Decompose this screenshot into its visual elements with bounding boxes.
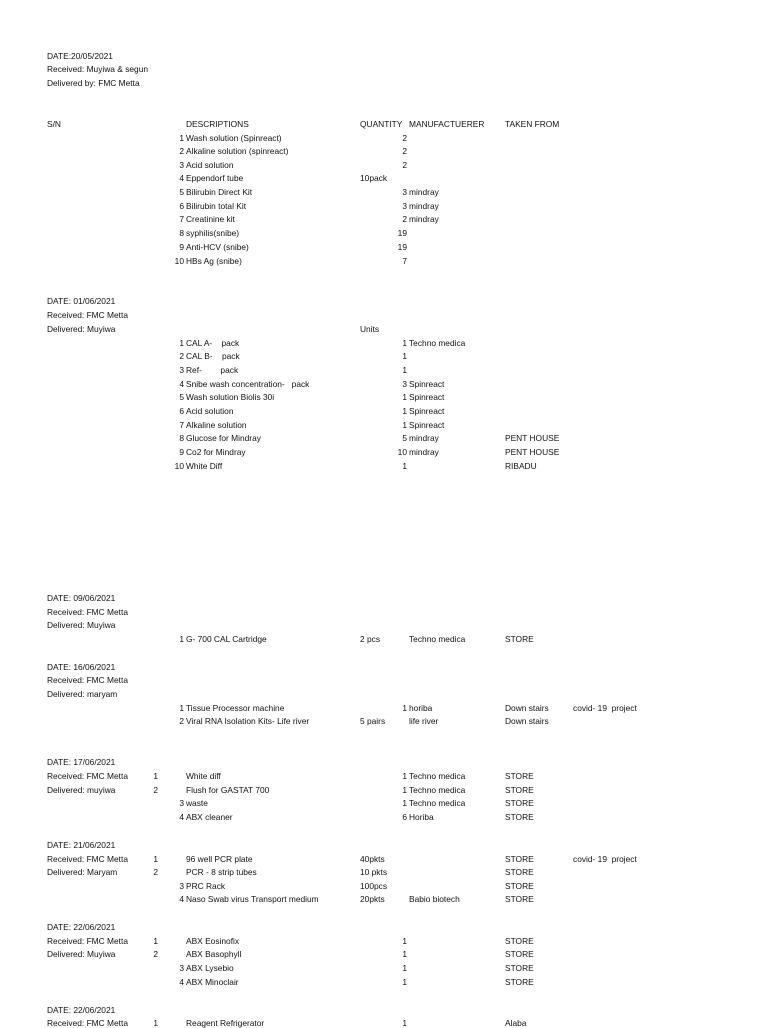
- item-manufacturer: Spinreact: [409, 405, 445, 416]
- item-number: 2: [153, 866, 158, 877]
- item-quantity: 2: [402, 132, 407, 143]
- item-number: 2: [153, 948, 158, 959]
- record-received: Received: FMC Metta: [47, 770, 128, 781]
- item-manufacturer: mindray: [409, 186, 439, 197]
- item-taken-from: RIBADU: [505, 460, 537, 471]
- item-taken-from: STORE: [505, 853, 534, 864]
- item-description: waste: [186, 797, 208, 808]
- item-number: 1: [179, 633, 184, 644]
- item-number: 4: [179, 811, 184, 822]
- item-number: 1: [179, 132, 184, 143]
- record-date: DATE: 09/06/2021: [47, 592, 116, 603]
- item-quantity: 1: [402, 1017, 407, 1028]
- item-description: syphilis(snibe): [186, 227, 240, 238]
- item-description: PCR - 8 strip tubes: [186, 866, 257, 877]
- item-quantity: 1: [402, 784, 407, 795]
- record-received: Received: FMC Metta: [47, 309, 128, 320]
- item-note: covid- 19 project: [573, 702, 637, 713]
- item-description: Ref- pack: [186, 364, 239, 375]
- item-manufacturer: Spinreact: [409, 378, 445, 389]
- column-header-manufacturer: MANUFACTUERER: [409, 118, 485, 129]
- item-number: 2: [179, 715, 184, 726]
- record-delivered: Delivered: Muyiwa: [47, 948, 116, 959]
- item-quantity: 1: [402, 702, 407, 713]
- item-quantity: 40pkts: [360, 853, 385, 864]
- item-number: 2: [153, 784, 158, 795]
- item-description: HBs Ag (snibe): [186, 255, 242, 266]
- item-quantity: 100pcs: [360, 880, 388, 891]
- item-number: 1: [153, 770, 158, 781]
- item-manufacturer: Spinreact: [409, 391, 445, 402]
- record-delivered: Delivered: maryam: [47, 688, 118, 699]
- item-number: 7: [179, 419, 184, 430]
- item-taken-from: STORE: [505, 811, 534, 822]
- item-manufacturer: Techno medica: [409, 337, 466, 348]
- item-taken-from: STORE: [505, 948, 534, 959]
- item-description: PRC Rack: [186, 880, 226, 891]
- item-manufacturer: mindray: [409, 432, 439, 443]
- item-description: Alkaline solution (spinreact): [186, 145, 289, 156]
- record-delivered: Delivered: Maryam: [47, 866, 118, 877]
- item-number: 2: [179, 145, 184, 156]
- item-number: 8: [179, 432, 184, 443]
- item-quantity: 1: [402, 948, 407, 959]
- item-taken-from: STORE: [505, 866, 534, 877]
- item-taken-from: Alaba: [505, 1017, 527, 1028]
- item-number: 4: [179, 976, 184, 987]
- record-date: DATE: 22/06/2021: [47, 921, 116, 932]
- item-manufacturer: Techno medica: [409, 797, 466, 808]
- item-quantity: 10: [397, 446, 407, 457]
- item-taken-from: PENT HOUSE: [505, 432, 560, 443]
- item-number: 1: [179, 702, 184, 713]
- item-taken-from: STORE: [505, 935, 534, 946]
- record-received: Received: FMC Metta: [47, 935, 128, 946]
- item-number: 8: [179, 227, 184, 238]
- item-number: 5: [179, 391, 184, 402]
- item-taken-from: STORE: [505, 962, 534, 973]
- record-received: Received: FMC Metta: [47, 1017, 128, 1028]
- item-number: 1: [153, 935, 158, 946]
- item-description: White diff: [186, 770, 221, 781]
- item-description: Glucose for Mindray: [186, 432, 261, 443]
- item-manufacturer: Babio biotech: [409, 893, 460, 904]
- item-number: 6: [179, 405, 184, 416]
- item-quantity: 7: [402, 255, 407, 266]
- item-description: ABX Minoclair: [186, 976, 239, 987]
- item-quantity: 1: [402, 976, 407, 987]
- item-description: Co2 for Mindray: [186, 446, 246, 457]
- record-date: DATE: 21/06/2021: [47, 839, 116, 850]
- item-number: 2: [179, 350, 184, 361]
- item-quantity: 19: [397, 241, 407, 252]
- item-description: Reagent Refrigerator: [186, 1017, 265, 1028]
- item-quantity: 3: [402, 378, 407, 389]
- item-quantity: 2: [402, 213, 407, 224]
- item-quantity: 1: [402, 337, 407, 348]
- item-description: Viral RNA Isolation Kits- Life river: [186, 715, 310, 726]
- item-number: 3: [179, 364, 184, 375]
- record-received: Received: FMC Metta: [47, 674, 128, 685]
- record-received: Received: FMC Metta: [47, 606, 128, 617]
- item-description: Bilirubin Direct Kit: [186, 186, 253, 197]
- item-quantity: 5: [402, 432, 407, 443]
- units-label: Units: [360, 323, 380, 334]
- item-number: 10: [174, 460, 184, 471]
- item-number: 1: [153, 1017, 158, 1028]
- column-header-sn: S/N: [47, 118, 61, 129]
- item-taken-from: STORE: [505, 797, 534, 808]
- record-date: DATE: 01/06/2021: [47, 295, 116, 306]
- item-taken-from: Down stairs: [505, 715, 549, 726]
- item-number: 3: [179, 797, 184, 808]
- item-number: 9: [179, 446, 184, 457]
- item-quantity: 1: [402, 935, 407, 946]
- item-description: CAL A- pack: [186, 337, 240, 348]
- item-quantity: 1: [402, 460, 407, 471]
- item-description: ABX Eosinofix: [186, 935, 240, 946]
- item-taken-from: STORE: [505, 770, 534, 781]
- record-delivered: Delivered: Muyiwa: [47, 323, 116, 334]
- item-number: 4: [179, 172, 184, 183]
- record-delivered: Delivered by: FMC Metta: [47, 77, 140, 88]
- record-date: DATE: 17/06/2021: [47, 756, 116, 767]
- item-manufacturer: mindray: [409, 200, 439, 211]
- item-taken-from: STORE: [505, 784, 534, 795]
- item-quantity: 10 pkts: [360, 866, 388, 877]
- record-delivered: Delivered: Muyiwa: [47, 619, 116, 630]
- item-note: covid- 19 project: [573, 853, 637, 864]
- item-number: 10: [174, 255, 184, 266]
- item-number: 3: [179, 962, 184, 973]
- item-description: CAL B- pack: [186, 350, 240, 361]
- item-number: 6: [179, 200, 184, 211]
- item-quantity: 1: [402, 391, 407, 402]
- column-header-descriptions: DESCRIPTIONS: [186, 118, 249, 129]
- item-number: 5: [179, 186, 184, 197]
- item-taken-from: STORE: [505, 880, 534, 891]
- item-quantity: 20pkts: [360, 893, 385, 904]
- item-description: 96 well PCR plate: [186, 853, 253, 864]
- item-manufacturer: mindray: [409, 213, 439, 224]
- item-description: Wash solution (Spinreact): [186, 132, 282, 143]
- item-manufacturer: Techno medica: [409, 770, 466, 781]
- column-header-quantity: QUANTITY: [360, 118, 403, 129]
- item-description: Acid solution: [186, 405, 234, 416]
- record-received: Received: FMC Metta: [47, 853, 128, 864]
- item-manufacturer: horiba: [409, 702, 433, 713]
- item-manufacturer: life river: [409, 715, 439, 726]
- record-delivered: Delivered: muyiwa: [47, 784, 116, 795]
- item-taken-from: STORE: [505, 893, 534, 904]
- item-manufacturer: Techno medica: [409, 784, 466, 795]
- item-description: Acid solution: [186, 159, 234, 170]
- item-description: Eppendorf tube: [186, 172, 244, 183]
- item-quantity: 1: [402, 419, 407, 430]
- record-received: Received: Muyiwa & segun: [47, 63, 149, 74]
- item-description: Naso Swab virus Transport medium: [186, 893, 319, 904]
- item-quantity: 1: [402, 962, 407, 973]
- item-description: Anti-HCV (snibe): [186, 241, 249, 252]
- item-quantity: 3: [402, 186, 407, 197]
- item-description: Flush for GASTAT 700: [186, 784, 270, 795]
- item-number: 3: [179, 159, 184, 170]
- item-number: 1: [179, 337, 184, 348]
- record-date: DATE: 22/06/2021: [47, 1004, 116, 1015]
- item-quantity: 2: [402, 159, 407, 170]
- item-description: Wash solution Biolis 30i: [186, 391, 275, 402]
- item-quantity: 1: [402, 770, 407, 781]
- item-quantity: 1: [402, 405, 407, 416]
- item-manufacturer: Horiba: [409, 811, 434, 822]
- record-date: DATE:20/05/2021: [47, 50, 113, 61]
- item-number: 3: [179, 880, 184, 891]
- item-description: ABX cleaner: [186, 811, 233, 822]
- item-number: 9: [179, 241, 184, 252]
- item-number: 1: [153, 853, 158, 864]
- item-number: 4: [179, 378, 184, 389]
- item-taken-from: STORE: [505, 633, 534, 644]
- item-manufacturer: Spinreact: [409, 419, 445, 430]
- item-taken-from: PENT HOUSE: [505, 446, 560, 457]
- item-description: ABX Basophyll: [186, 948, 242, 959]
- item-description: Alkaline solution: [186, 419, 247, 430]
- item-quantity: 5 pairs: [360, 715, 386, 726]
- record-date: DATE: 16/06/2021: [47, 661, 116, 672]
- item-number: 7: [179, 213, 184, 224]
- item-taken-from: Down stairs: [505, 702, 549, 713]
- item-manufacturer: Techno medica: [409, 633, 466, 644]
- item-taken-from: STORE: [505, 976, 534, 987]
- item-quantity: 2 pcs: [360, 633, 381, 644]
- item-quantity: 10pack: [360, 172, 388, 183]
- item-description: ABX Lysebio: [186, 962, 234, 973]
- item-number: 4: [179, 893, 184, 904]
- item-description: G- 700 CAL Cartridge: [186, 633, 267, 644]
- item-quantity: 6: [402, 811, 407, 822]
- item-description: Snibe wash concentration- pack: [186, 378, 310, 389]
- item-description: Creatinine kit: [186, 213, 235, 224]
- item-quantity: 1: [402, 364, 407, 375]
- column-header-taken-from: TAKEN FROM: [505, 118, 560, 129]
- item-quantity: 2: [402, 145, 407, 156]
- item-description: White Diff: [186, 460, 223, 471]
- item-description: Tissue Processor machine: [186, 702, 285, 713]
- item-manufacturer: mindray: [409, 446, 439, 457]
- item-quantity: 1: [402, 797, 407, 808]
- item-quantity: 1: [402, 350, 407, 361]
- item-description: Bilirubin total Kit: [186, 200, 247, 211]
- item-quantity: 3: [402, 200, 407, 211]
- item-quantity: 19: [397, 227, 407, 238]
